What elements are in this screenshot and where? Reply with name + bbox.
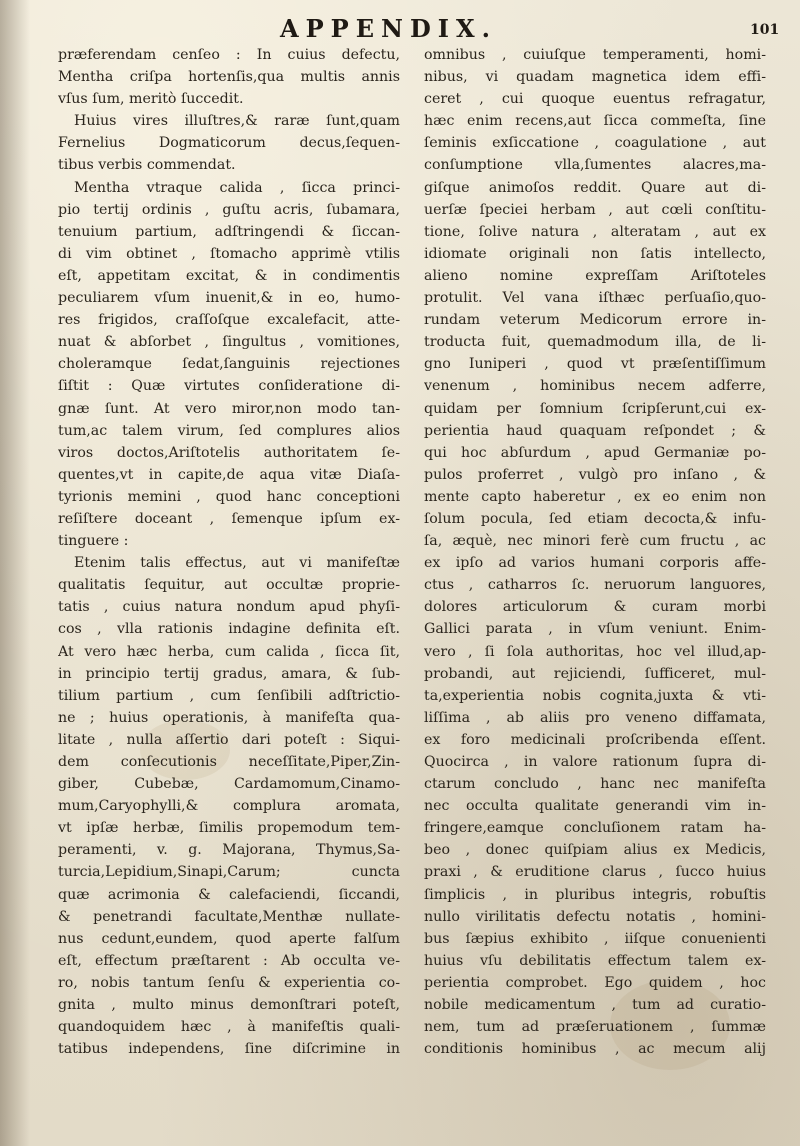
- text-line: Gallici parata , in vſum veniunt. Enim-: [424, 621, 766, 638]
- running-head: [0, 10, 800, 43]
- text-line: nibus, vi quadam magnetica idem effi-: [424, 69, 766, 86]
- text-line: nobile medicamentum , tum ad curatio-: [424, 997, 766, 1014]
- text-line: hæc enim recens,aut ſicca commeſta, ſine: [424, 113, 766, 130]
- text-line: viros doctos,Ariſtotelis authoritatem ſe-: [58, 444, 400, 461]
- text-line: troducta fuit, quemadmodum illa, de li-: [424, 334, 766, 351]
- text-line: Etenim talis effectus, aut vi manifeſtæ: [74, 555, 400, 572]
- text-line: Quocirca , in valore rationum ſupra di-: [424, 754, 766, 770]
- text-line: nem, tum ad præſeruationem , ſummæ: [424, 1019, 766, 1036]
- text-line: gnita , multo minus demonſtrari poteſt,: [58, 997, 400, 1014]
- text-line: tatis , cuius natura nondum apud phyſi-: [58, 599, 400, 616]
- text-line: mum,Caryophylli,& complura aromata,: [58, 798, 400, 815]
- text-line: dem conſecutionis neceſſitate,Piper,Zin-: [58, 754, 400, 770]
- text-line: fringere,eamque concluſionem ratam ha-: [424, 820, 766, 837]
- text-line: uerſæ ſpeciei herbam , aut cœli conſtitu-: [424, 201, 766, 218]
- text-line: vſus ſum, meritò ſuccedit.: [58, 91, 244, 108]
- text-line: qualitatis ſequitur, aut occultæ proprie-: [58, 577, 400, 594]
- text-line: ſolum pocula, ſed etiam decocta,& infu-: [424, 510, 766, 527]
- text-line: ceret , cui quoque euentus refragatur,: [424, 91, 766, 108]
- text-line: vt ipſæ herbæ, ſimilis propemodum tem-: [58, 820, 400, 837]
- text-line: ſa, æquè, nec minori ferè cum fructu , ac: [424, 533, 766, 550]
- page-number: 101: [750, 22, 780, 38]
- text-line: litate , nulla aſſertio dari poteſt : Siqui-: [58, 731, 400, 748]
- text-line: ſimplicis , in pluribus integris, robuſtis: [424, 886, 766, 903]
- text-line: ne ; huius operationis, à manifeſta qua-: [58, 709, 400, 726]
- text-line: eſt, appetitam excitat, & in condimentis: [58, 267, 400, 284]
- text-line: choleramque ſedat,ſanguinis rejectiones: [58, 356, 400, 373]
- text-line: quidam per ſomnium ſcripſerunt,cui ex-: [424, 400, 766, 417]
- text-line: tilium partium , cum ſenſibili adſtrictio-: [58, 687, 400, 704]
- text-line: At vero hæc herba, cum calida , ſicca ſit,: [58, 643, 400, 660]
- text-line: peculiarem vſum inuenit,& in eo, humo-: [58, 290, 400, 307]
- text-line: in principio tertij gradus, amara, & ſub-: [58, 665, 400, 682]
- text-line: & penetrandi facultate,Menthæ nullate-: [58, 908, 400, 925]
- text-line: tione, ſolive natura , alteratam , aut ex: [424, 223, 766, 240]
- text-line: ro, nobis tantum ſenſu & experientia co-: [58, 974, 400, 991]
- running-title: APPENDIX.: [280, 14, 497, 43]
- text-line: di vim obtinet , ſtomacho apprimè vtilis: [58, 245, 400, 262]
- text-line: beo , donec quiſpiam alius ex Medicis,: [424, 842, 766, 859]
- text-line: Mentha criſpa hortenſis,qua multis annis: [58, 69, 400, 86]
- text-line: ſiſtit : Quæ virtutes conſideratione di-: [58, 378, 400, 395]
- text-line: conditionis hominibus , ac mecum alij: [424, 1041, 766, 1058]
- text-line: alieno nomine expreſſam Ariſtoteles: [424, 267, 766, 284]
- text-line: quandoquidem hæc , à manifeſtis quali-: [58, 1019, 400, 1036]
- text-line: nec occulta qualitate generandi vim in-: [424, 798, 766, 815]
- text-line: gnæ ſunt. At vero miror,non modo tan-: [58, 400, 400, 417]
- text-line: omnibus , cuiuſque temperamenti, homi-: [424, 47, 766, 63]
- text-line: gno Iuniperi , quod vt præſentiſſimum: [424, 356, 766, 373]
- text-line: rundam veterum Medicorum errore in-: [424, 312, 766, 329]
- text-line: tum,ac talem virum, ſed complures alios: [58, 422, 400, 439]
- text-line: conſumptione vlla,ſumentes alacres,ma-: [424, 157, 766, 174]
- text-line: tenuium partium, adſtringendi & ſiccan-: [58, 223, 400, 240]
- text-line: idiomate originali non ſatis intellecto,: [424, 245, 766, 262]
- text-line: ctus , catharros ſc. neruorum languores,: [424, 577, 766, 594]
- text-line: pulos proferret , vulgò pro inſano , &: [424, 466, 766, 483]
- text-line: praxi , & eruditione clarus , ſucco huius: [424, 864, 766, 881]
- text-line: perientia haud quaquam reſpondet ; &: [424, 422, 766, 439]
- text-line: perientia comprobet. Ego quidem , hoc: [424, 974, 766, 991]
- text-line: tyrionis memini , quod hanc conceptioni: [58, 488, 400, 505]
- text-line: Huius vires illuſtres,& raræ ſunt,quam: [74, 113, 400, 130]
- left-column: [58, 44, 400, 1060]
- text-line: vero , ſi ſola authoritas, hoc vel illud,ap-: [424, 643, 766, 660]
- text-line: tatibus independens, ſine diſcrimine in: [58, 1041, 400, 1058]
- text-line: eſt, effectum præſtarent : Ab occulta ve-: [58, 952, 400, 969]
- text-line: peramenti, v. g. Majorana, Thymus,Sa-: [58, 842, 400, 859]
- text-line: probandi, aut rejiciendi, ſufficeret, mul-: [424, 665, 766, 682]
- text-line: mente capto haberetur , ex eo enim non: [424, 488, 766, 505]
- text-line: quentes,vt in capite,de aqua vitæ Diaſa-: [58, 466, 400, 483]
- text-line: ex ipſo ad varios humani corporis affe-: [424, 555, 766, 572]
- gutter-shadow: [0, 0, 30, 1146]
- text-line: præferendam cenſeo : In cuius defectu,: [58, 47, 400, 63]
- text-line: res frigidos, craſſoſque excalefacit, atte-: [58, 312, 400, 329]
- text-line: reſiſtere doceant , ſemenque ipſum ex-: [58, 510, 400, 527]
- text-line: ctarum concludo , hanc nec manifeſta: [424, 776, 766, 793]
- text-line: giber, Cubebæ, Cardamomum,Cinamo-: [58, 776, 400, 793]
- text-line: tinguere :: [58, 533, 129, 550]
- text-line: Mentha vtraque calida , ſicca princi-: [74, 179, 400, 196]
- text-line: nuat & abſorbet , ſingultus , vomitiones,: [58, 334, 400, 351]
- text-line: quæ acrimonia & calefaciendi, ſiccandi,: [58, 886, 400, 903]
- text-line: nullo virilitatis defectu notatis , homini-: [424, 908, 766, 925]
- text-line: huius vſu debilitatis effectum talem ex-: [424, 952, 766, 969]
- right-column: [424, 44, 766, 1060]
- text-line: bus ſæpius exhibito , iiſque conuenienti: [424, 930, 766, 947]
- text-line: ta,experientia nobis cognita,juxta & vti-: [424, 687, 766, 704]
- text-line: Fernelius Dogmaticorum decus,ſequen-: [58, 135, 400, 152]
- text-line: giſque animoſos reddit. Quare aut di-: [424, 179, 766, 196]
- text-line: ex foro medicinali proſcribenda eſſent.: [424, 731, 766, 748]
- text-line: dolores articulorum & curam morbi: [424, 599, 766, 616]
- text-line: ſeminis exſiccatione , coagulatione , aut: [424, 135, 766, 152]
- text-line: venenum , hominibus necem adferre,: [424, 378, 766, 395]
- text-line: turcia,Lepidium,Sinapi,Carum; cuncta: [58, 864, 400, 881]
- text-line: tibus verbis commendat.: [58, 157, 236, 174]
- text-line: protulit. Vel vana iſthæc perſuaſio,quo-: [424, 290, 766, 307]
- text-line: pio tertij ordinis , guſtu acris, ſubamara,: [58, 201, 400, 218]
- text-line: cos , vlla rationis indagine definita eſt.: [58, 621, 400, 638]
- text-line: nus cedunt,eundem, quod aperte falſum: [58, 930, 400, 947]
- text-line: liſſima , ab aliis pro veneno diffamata,: [424, 709, 766, 726]
- text-line: qui hoc abſurdum , apud Germaniæ po-: [424, 444, 766, 461]
